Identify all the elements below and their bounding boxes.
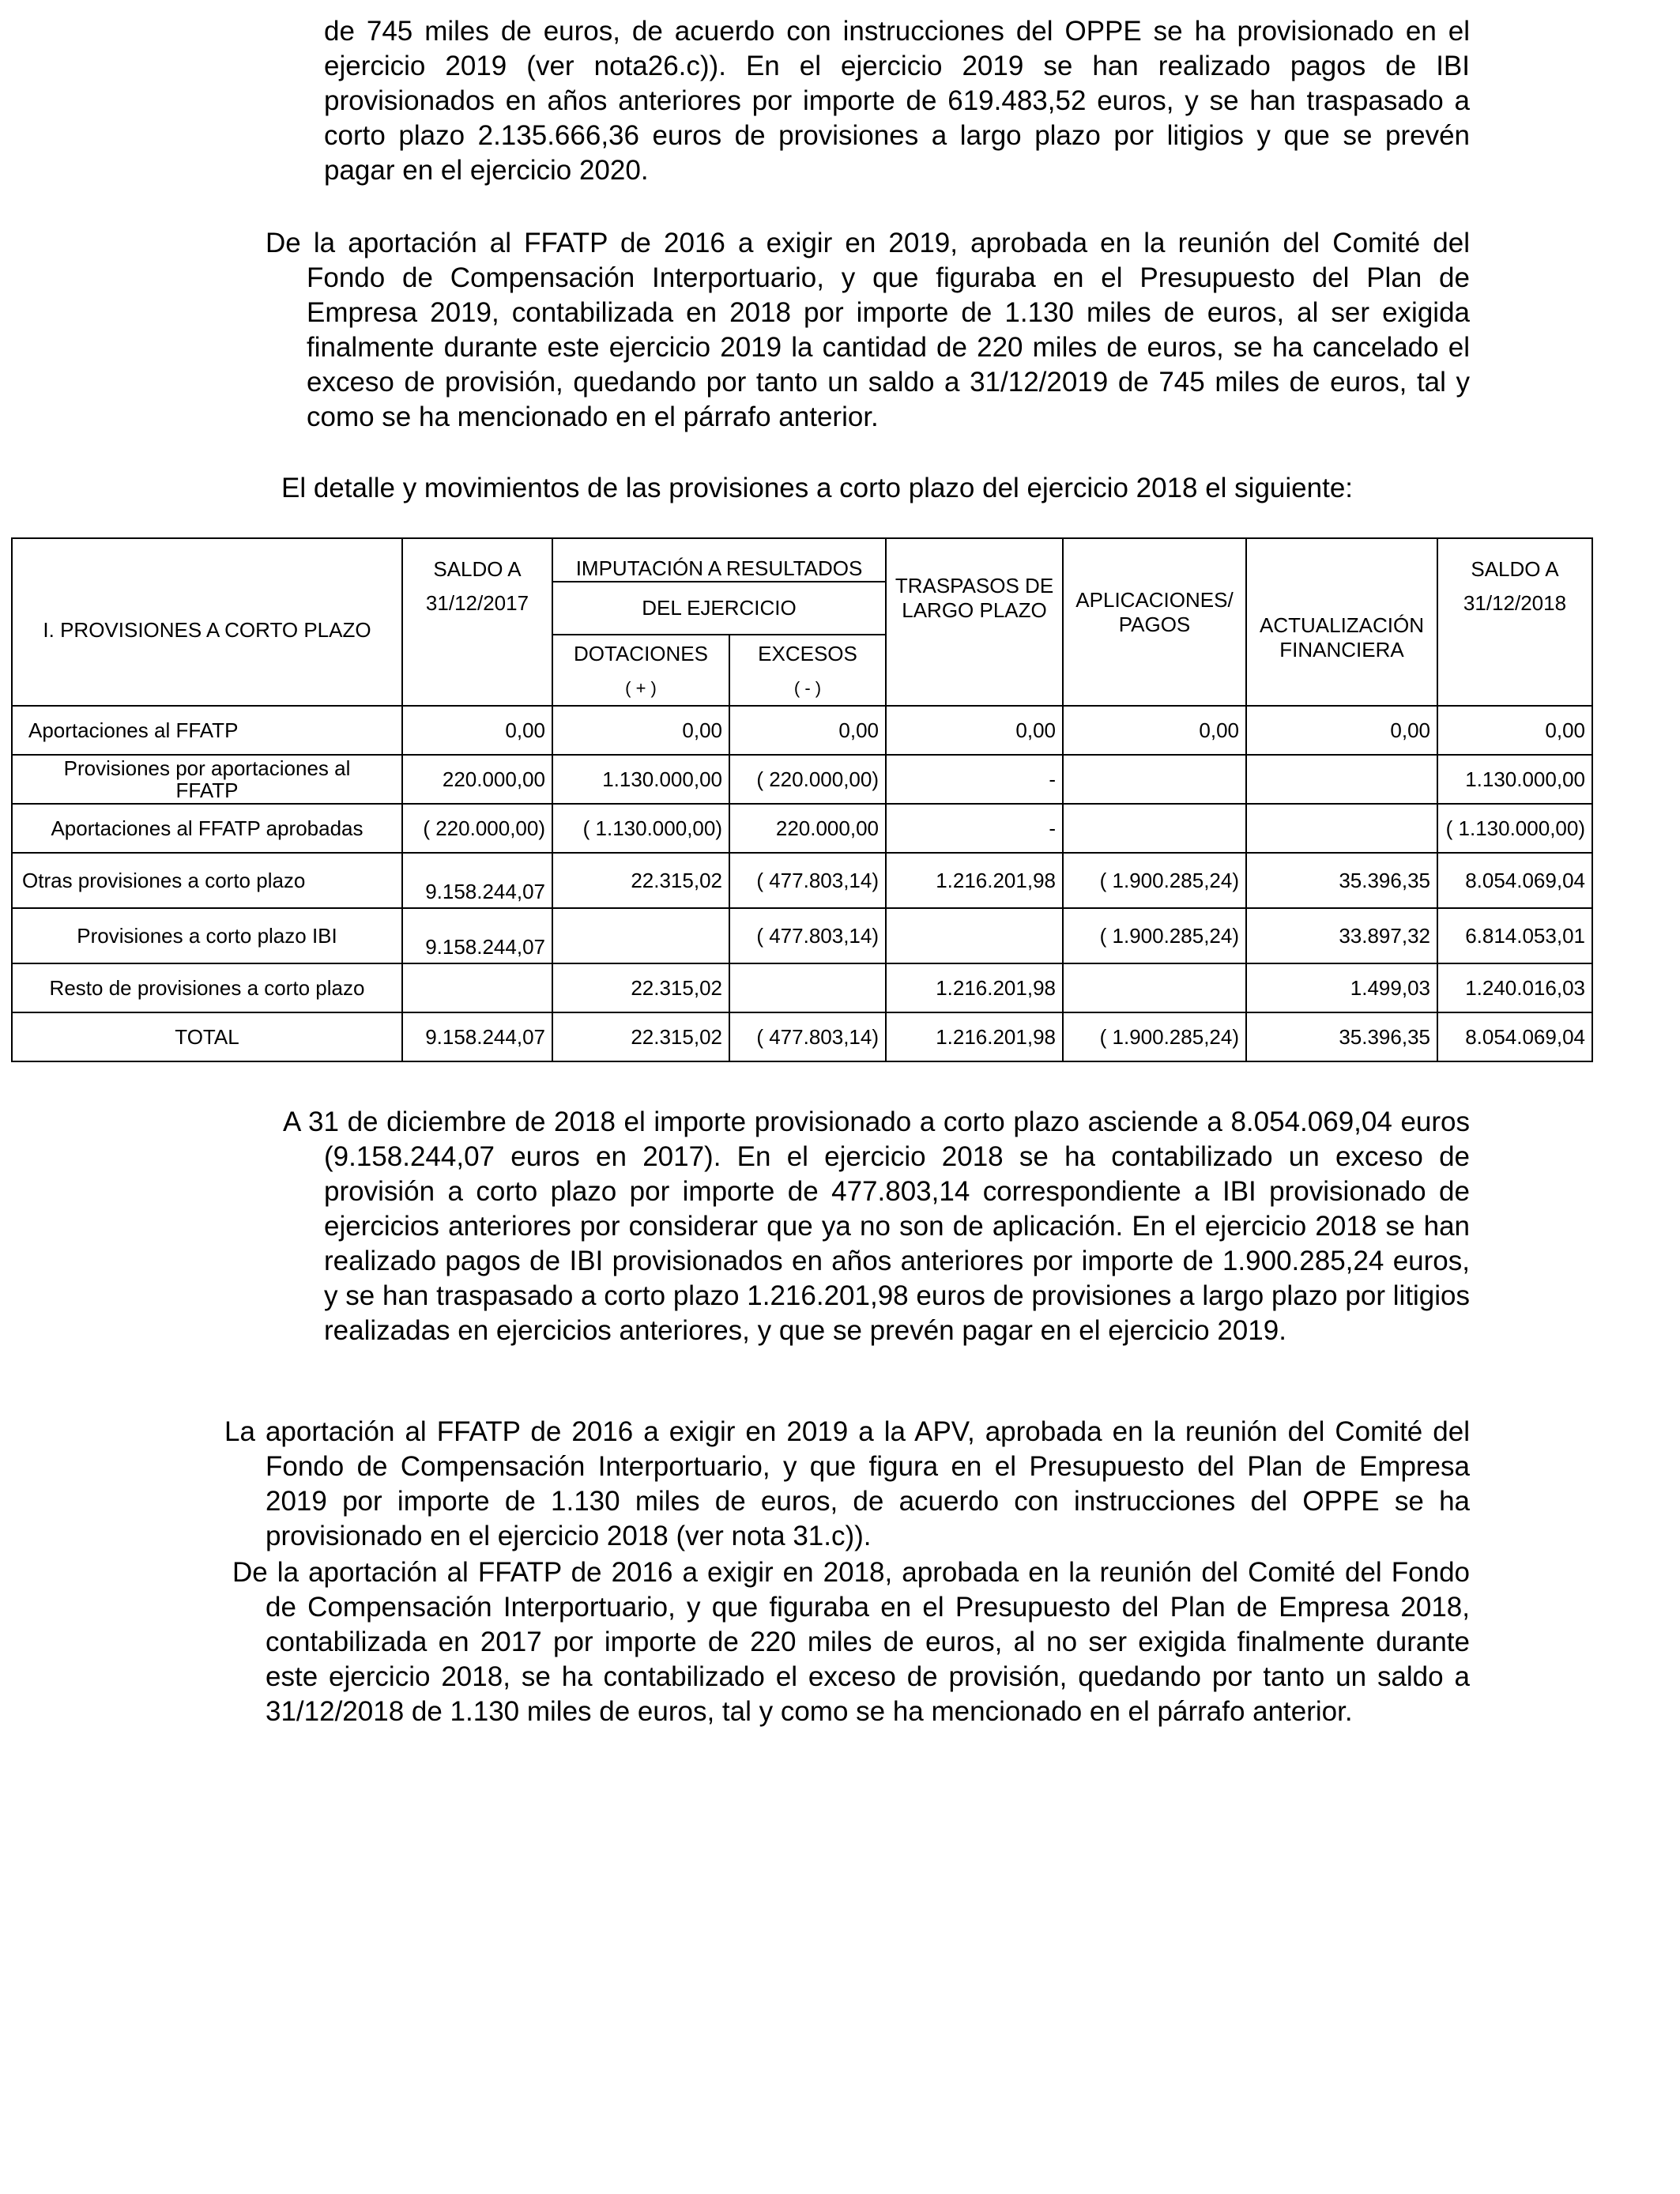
provisions-table: [11, 537, 1593, 1062]
paragraph-table-intro: El detalle y movimientos de las provisiones a corto plazo del ejercicio 2018 el siguiente:: [281, 473, 1354, 503]
cell-aplicaciones: [1063, 755, 1246, 804]
paragraph-ffatp-2018: La aportación al FFATP de 2016 a exigir en 2019 a la APV, aprobada en la reunión del Comité del Fondo de Compensación Interportuario, y que figura en el Presupuesto del Plan de Empresa 2019 por importe de 1.130 miles de euros, de acuerdo con instrucciones del OPPE se ha provisionado en el ejercicio 2018 (ver nota 31.c)).: [224, 1416, 1470, 1551]
cell-aplicaciones: ( 1.900.285,24): [1063, 853, 1246, 908]
cell-traspasos: 1.216.201,98: [886, 1012, 1063, 1061]
cell-dotaciones: [552, 908, 729, 963]
table-row: [12, 908, 1592, 963]
cell-aplicaciones: [1063, 963, 1246, 1012]
paragraph-ffatp-2019: De la aportación al FFATP de 2016 a exigir en 2019, aprobada en la reunión del Comité del Fondo de Compensación Interportuario, y que figuraba en el Presupuesto del Plan de Empresa 2019, contabilizada en 2018 por importe de 1.130 miles de euros, al ser exigida finalmente durante este ejercicio 2019 la cantidad de 220 miles de euros, se ha cancelado el exceso de provisión, quedando por tanto un saldo a 31/12/2019 de 745 miles de euros, tal y como se ha mencionado en el párrafo anterior.: [266, 228, 1470, 432]
cell-saldo-2017: 0,00: [402, 706, 552, 755]
cell-saldo-2018: 6.814.053,01: [1437, 908, 1592, 963]
header-imputacion-line2: DEL EJERCICIO: [552, 582, 886, 635]
cell-aplicaciones: ( 1.900.285,24): [1063, 1012, 1246, 1061]
cell-excesos: ( 477.803,14): [729, 908, 886, 963]
cell-saldo-2017: 9.158.244,07: [402, 1012, 552, 1061]
cell-traspasos: 0,00: [886, 706, 1063, 755]
cell-actualizacion: [1246, 755, 1437, 804]
cell-saldo-2018: 1.130.000,00: [1437, 755, 1592, 804]
cell-saldo-2017: ( 220.000,00): [402, 804, 552, 853]
paragraph-ibi-2019: de 745 miles de euros, de acuerdo con instrucciones del OPPE se ha provisionado en el ejercicio 2019 (ver nota26.c)). En el ejercicio 2019 se han realizado pagos de IBI provisionados en años anteriores por importe de 619.483,52 euros, y se han traspasado a corto plazo 2.135.666,36 euros de provisiones a largo plazo por litigios y que se prevén pagar en el ejercicio 2020.: [324, 16, 1470, 186]
cell-traspasos: -: [886, 804, 1063, 853]
cell-dotaciones: ( 1.130.000,00): [552, 804, 729, 853]
cell-dotaciones: 22.315,02: [552, 853, 729, 908]
cell-saldo-2018: ( 1.130.000,00): [1437, 804, 1592, 853]
table-row: [12, 853, 1592, 908]
row-concept: Provisiones a corto plazo IBI: [12, 908, 402, 963]
header-saldo-2018-line2: 31/12/2018: [1437, 582, 1592, 706]
cell-actualizacion: 35.396,35: [1246, 1012, 1437, 1061]
table-row-total: [12, 1012, 1592, 1061]
table-row: [12, 755, 1592, 804]
header-excesos: EXCESOS: [729, 635, 886, 672]
cell-actualizacion: 35.396,35: [1246, 853, 1437, 908]
row-concept: Aportaciones al FFATP: [12, 706, 402, 755]
cell-aplicaciones: 0,00: [1063, 706, 1246, 755]
cell-aplicaciones: ( 1.900.285,24): [1063, 908, 1246, 963]
cell-traspasos: -: [886, 755, 1063, 804]
header-dotaciones: DOTACIONES: [552, 635, 729, 672]
cell-dotaciones: 0,00: [552, 706, 729, 755]
cell-saldo-2018: 8.054.069,04: [1437, 1012, 1592, 1061]
cell-traspasos: [886, 908, 1063, 963]
cell-saldo-2018: 0,00: [1437, 706, 1592, 755]
cell-excesos: 0,00: [729, 706, 886, 755]
cell-saldo-2017: 9.158.244,07: [402, 908, 552, 963]
header-dotaciones-sign: ( + ): [552, 672, 729, 706]
header-saldo-2017-line2: 31/12/2017: [402, 582, 552, 706]
cell-aplicaciones: [1063, 804, 1246, 853]
header-saldo-2018-line1: SALDO A: [1437, 538, 1592, 582]
cell-traspasos: 1.216.201,98: [886, 963, 1063, 1012]
header-concept: I. PROVISIONES A CORTO PLAZO: [12, 538, 402, 706]
cell-saldo-2017: 9.158.244,07: [402, 853, 552, 908]
header-saldo-2017-line1: SALDO A: [402, 538, 552, 582]
paragraph-saldo-2018: A 31 de diciembre de 2018 el importe provisionado a corto plazo asciende a 8.054.069,04 euros (9.158.244,07 euros en 2017). En el ejercicio 2018 se ha contabilizado un exceso de provisión a corto plazo por importe de 477.803,14 correspondiente a IBI provisionado de ejercicios anteriores por considerar que ya no son de aplicación. En el ejercicio 2018 se han realizado pagos de IBI provisionados en años anteriores por importe de 1.900.285,24 euros, y se han traspasado a corto plazo 1.216.201,98 euros de provisiones a largo plazo por litigios realizadas en ejercicios anteriores, y que se prevén pagar en el ejercicio 2019.: [283, 1106, 1470, 1346]
row-concept: TOTAL: [12, 1012, 402, 1061]
header-aplicaciones: APLICACIONES/ PAGOS: [1063, 538, 1246, 706]
cell-saldo-2018: 8.054.069,04: [1437, 853, 1592, 908]
cell-excesos: ( 220.000,00): [729, 755, 886, 804]
row-concept: Otras provisiones a corto plazo: [12, 853, 402, 908]
header-imputacion-line1: IMPUTACIÓN A RESULTADOS: [552, 538, 886, 582]
table-row: [12, 706, 1592, 755]
cell-actualizacion: 0,00: [1246, 706, 1437, 755]
cell-saldo-2017: [402, 963, 552, 1012]
cell-actualizacion: 33.897,32: [1246, 908, 1437, 963]
row-concept: Aportaciones al FFATP aprobadas: [12, 804, 402, 853]
cell-excesos: 220.000,00: [729, 804, 886, 853]
cell-saldo-2017: 220.000,00: [402, 755, 552, 804]
header-actualizacion: ACTUALIZACIÓN FINANCIERA: [1246, 538, 1437, 706]
table-row: [12, 804, 1592, 853]
cell-dotaciones: 22.315,02: [552, 963, 729, 1012]
table-row: [12, 963, 1592, 1012]
row-concept: Resto de provisiones a corto plazo: [12, 963, 402, 1012]
cell-actualizacion: [1246, 804, 1437, 853]
cell-excesos: [729, 963, 886, 1012]
cell-actualizacion: 1.499,03: [1246, 963, 1437, 1012]
cell-dotaciones: 1.130.000,00: [552, 755, 729, 804]
cell-dotaciones: 22.315,02: [552, 1012, 729, 1061]
cell-traspasos: 1.216.201,98: [886, 853, 1063, 908]
header-excesos-sign: ( - ): [729, 672, 886, 706]
header-traspasos: TRASPASOS DE LARGO PLAZO: [886, 538, 1063, 706]
cell-saldo-2018: 1.240.016,03: [1437, 963, 1592, 1012]
cell-excesos: ( 477.803,14): [729, 853, 886, 908]
cell-excesos: ( 477.803,14): [729, 1012, 886, 1061]
paragraph-ffatp-exceso-2018: De la aportación al FFATP de 2016 a exigir en 2018, aprobada en la reunión del Comité del Fondo de Compensación Interportuario, y que figuraba en el Presupuesto del Plan de Empresa 2018, contabilizada en 2017 por importe de 220 miles de euros, al no ser exigida finalmente durante este ejercicio 2018, se ha contabilizado el exceso de provisión, quedando por tanto un saldo a 31/12/2018 de 1.130 miles de euros, tal y como se ha mencionado en el párrafo anterior.: [232, 1557, 1470, 1727]
row-concept: Provisiones por aportaciones al FFATP: [12, 755, 402, 804]
